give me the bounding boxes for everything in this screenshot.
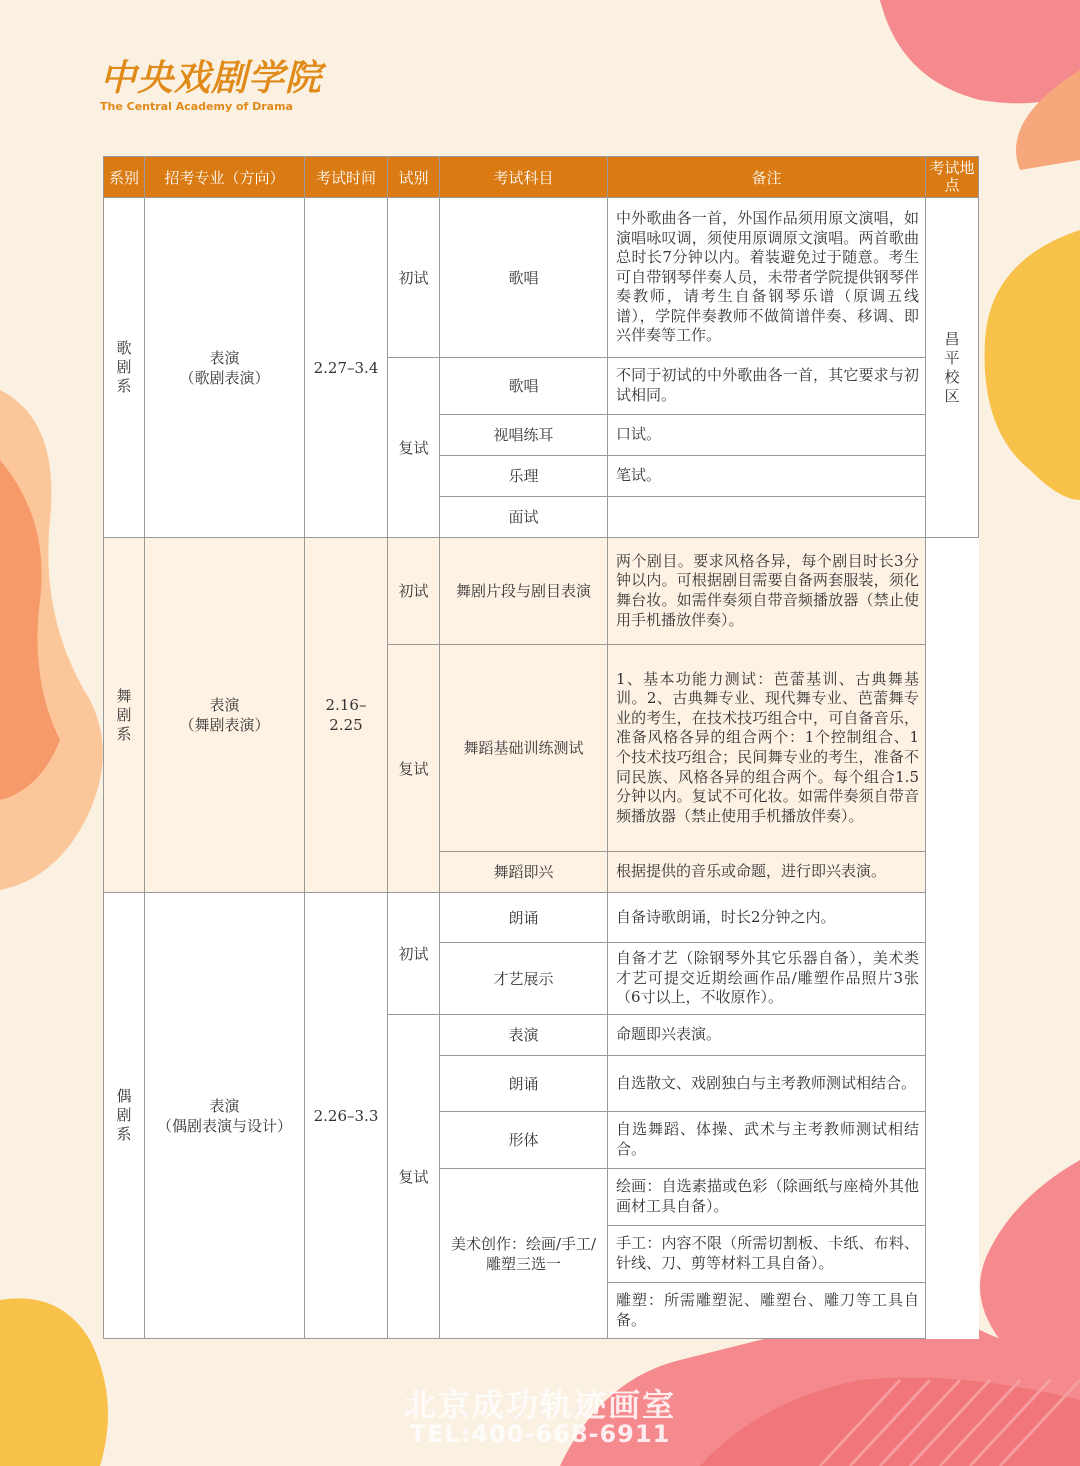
header-dept: 系别	[104, 157, 145, 198]
header-time: 考试时间	[305, 157, 388, 198]
puppet-art-subject: 美术创作：绘画/手工/雕塑三选一	[440, 1169, 608, 1339]
watermark-phone: TEL:400-668-6911	[409, 1420, 671, 1448]
puppet-round1: 初试	[388, 893, 440, 1015]
dance-r2-subject: 舞蹈即兴	[440, 852, 608, 893]
puppet-round2: 复试	[388, 1015, 440, 1339]
dance-r2-subject: 舞蹈基础训练测试	[440, 645, 608, 852]
puppet-r2-subject: 形体	[440, 1112, 608, 1169]
header-subject: 考试科目	[440, 157, 608, 198]
header-notes: 备注	[608, 157, 926, 198]
dance-r2-note: 1、基本功能力测试：芭蕾基训、古典舞基训。2、古典舞专业、现代舞专业、芭蕾舞专业的考生，在技术技巧组合中，可自备音乐，准备风格各异的组合两个：1个控制组合、1个技术技巧组合；民间舞专业的考生，准备不同民族、风格各异的组合两个。每个组合1.5分钟以内。复试不可化妆。如需伴奏须自带音频播放器（禁止使用手机播放伴奏）。	[608, 645, 926, 852]
opera-section	[104, 198, 979, 538]
exam-schedule-table	[103, 156, 979, 1339]
table-row	[104, 893, 979, 943]
dance-round2: 复试	[388, 645, 440, 893]
puppet-major-line1: 表演	[209, 1096, 240, 1115]
dance-time: 2.16–2.25	[305, 538, 388, 893]
opera-major-line2: （歌剧表演）	[179, 368, 270, 387]
puppet-r2-note: 自选舞蹈、体操、武术与主考教师测试相结合。	[608, 1112, 926, 1169]
opera-r2-subject: 歌唱	[440, 358, 608, 415]
table-header-row	[104, 157, 979, 198]
puppet-r1-note: 自备诗歌朗诵，时长2分钟之内。	[608, 893, 926, 943]
puppet-r2-note: 命题即兴表演。	[608, 1015, 926, 1056]
opera-r2-subject: 面试	[440, 497, 608, 538]
opera-dept-label: 歌剧系	[116, 339, 132, 395]
header-location: 考试地点	[926, 157, 979, 198]
puppet-art-note: 绘画：自选素描或色彩（除画纸与座椅外其他画材工具自备）。	[608, 1169, 926, 1226]
opera-round1: 初试	[388, 198, 440, 358]
table-row	[104, 198, 979, 358]
dance-major-line2: （舞剧表演）	[179, 716, 270, 734]
opera-r1-subject: 歌唱	[440, 198, 608, 358]
puppet-art-note: 手工：内容不限（所需切割板、卡纸、布料、针线、刀、剪等材料工具自备）。	[608, 1226, 926, 1283]
opera-dept	[104, 198, 145, 538]
puppet-r2-subject: 朗诵	[440, 1056, 608, 1112]
puppet-dept-label: 偶剧系	[116, 1087, 132, 1143]
dance-major	[145, 538, 305, 893]
opera-r2-note: 口试。	[608, 415, 926, 456]
logo-english-name: The Central Academy of Drama	[100, 100, 293, 113]
puppet-r2-subject: 表演	[440, 1015, 608, 1056]
puppet-time: 2.26–3.3	[305, 893, 388, 1339]
dance-r2-note: 根据提供的音乐或命题，进行即兴表演。	[608, 852, 926, 893]
opera-r1-note: 中外歌曲各一首，外国作品须用原文演唱，如演唱咏叹调，须使用原调原文演唱。两首歌曲总时长7分钟以内。着装避免过于随意。考生可自带钢琴伴奏人员，未带者学院提供钢琴伴奏教师，请考生自备钢琴乐谱（原调五线谱），学院伴奏教师不做简谱伴奏、移调、即兴伴奏等工作。	[608, 198, 926, 358]
dance-section	[104, 538, 979, 893]
puppet-dept	[104, 893, 145, 1339]
opera-major-line1: 表演	[209, 348, 240, 367]
dance-r1-note: 两个剧目。要求风格各异，每个剧目时长3分钟以内。可根据剧目需要自备两套服装，须化舞台妆。如需伴奏须自带音频播放器（禁止使用手机播放伴奏）。	[608, 538, 926, 645]
dance-dept	[104, 538, 145, 893]
puppet-r2-note: 自选散文、戏剧独白与主考教师测试相结合。	[608, 1056, 926, 1112]
puppet-r1-note: 自备才艺（除钢琴外其它乐器自备），美术类才艺可提交近期绘画作品/雕塑作品照片3张（6寸以上，不收原作）。	[608, 943, 926, 1015]
opera-r2-note: 不同于初试的中外歌曲各一首，其它要求与初试相同。	[608, 358, 926, 415]
exam-location-label: 昌平校区	[944, 329, 960, 405]
puppet-art-note: 雕塑：所需雕塑泥、雕塑台、雕刀等工具自备。	[608, 1283, 926, 1339]
logo-chinese-name: 中央戏剧学院	[100, 57, 323, 99]
puppet-section	[104, 893, 979, 1339]
puppet-major	[145, 893, 305, 1339]
dance-r1-subject: 舞剧片段与剧目表演	[440, 538, 608, 645]
puppet-major-line2: （偶剧表演与设计）	[156, 1116, 292, 1135]
table-row	[104, 538, 979, 645]
opera-r2-subject: 乐理	[440, 456, 608, 497]
watermark-studio-name: 北京成功轨迹画室	[403, 1386, 676, 1424]
dance-round1: 初试	[388, 538, 440, 645]
opera-r2-note: 笔试。	[608, 456, 926, 497]
puppet-r1-subject: 才艺展示	[440, 943, 608, 1015]
academy-logo	[100, 58, 322, 113]
opera-r2-note	[608, 497, 926, 538]
opera-round2: 复试	[388, 358, 440, 538]
opera-time: 2.27–3.4	[305, 198, 388, 538]
header-round: 试别	[388, 157, 440, 198]
puppet-r1-subject: 朗诵	[440, 893, 608, 943]
dance-dept-label: 舞剧系	[116, 686, 132, 743]
dance-major-line1: 表演	[209, 696, 240, 714]
header-major: 招考专业（方向）	[145, 157, 305, 198]
exam-location	[926, 198, 979, 538]
opera-r2-subject: 视唱练耳	[440, 415, 608, 456]
opera-major	[145, 198, 305, 538]
